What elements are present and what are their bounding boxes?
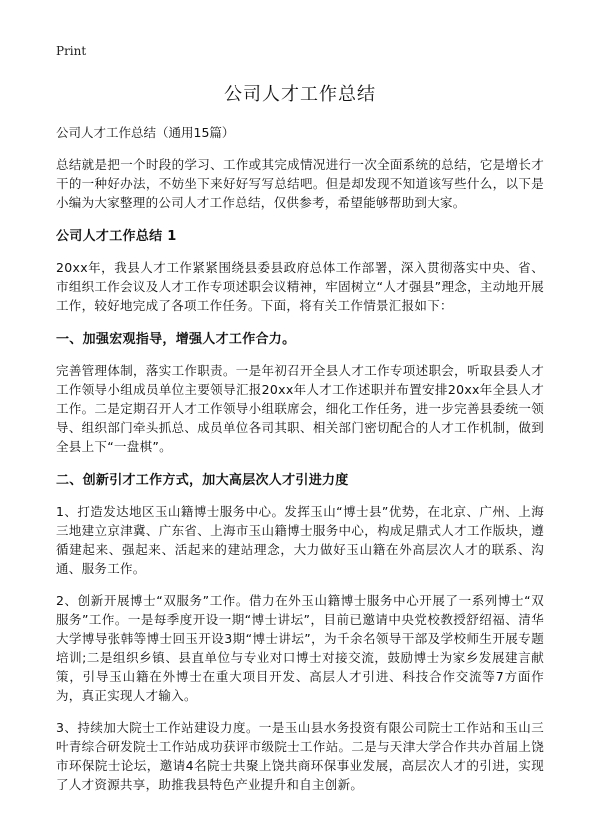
document-subtitle: 公司人才工作总结（通用15篇） — [56, 125, 235, 140]
item-two-paragraph: 2、创新开展博士“双服务”工作。借力在外玉山籍博士服务中心开展了一系列博士“双服务”工作。一是每季度开设一期“博士讲坛”，目前已邀请中央党校教授舒绍福、清华大学博导张韩等博士回玉开设3期“博士讲坛”，为千余名领导干部及学校师生开展专题培训;二是组织乡镇、县直单位与专业对口博士对接交流，鼓励博士为家乡发展建言献策，引导玉山籍在外博士在重大项目开发、高层人才引进、科技合作交流等7方面作为，真正实现人才输入。 — [56, 593, 544, 703]
page-title: 公司人才工作总结 — [224, 84, 376, 105]
print-link[interactable]: Print — [56, 44, 87, 58]
section-intro-paragraph: 20xx年，我县人才工作紧紧围绕县委县政府总体工作部署，深入贯彻落实中央、省、市组织工作会议及人才工作专项述职会议精神，牢固树立“人才强县”理念，主动地开展工作，较好地完成了各项工作任务。下面，将有关工作情景汇报如下： — [56, 260, 544, 313]
heading-two: 二、创新引才工作方式，加大高层次人才引进力度 — [56, 473, 349, 488]
section-title: 公司人才工作总结 1 — [56, 229, 177, 244]
item-three-paragraph: 3、持续加大院士工作站建设力度。一是玉山县水务投资有限公司院士工作站和玉山三叶青综合研发院士工作站成功获评市级院士工作站。二是与天津大学合作共办首届上饶市环保院士论坛，邀请4名院士共聚上饶共商环保事业发展，高层次人才的引进，实现了人才资源共享，助推我县特色产业提升和自主创新。 — [56, 720, 544, 792]
item-one-paragraph: 1、打造发达地区玉山籍博士服务中心。发挥玉山“博士县”优势，在北京、广州、上海三地建立京津冀、广东省、上海市玉山籍博士服务中心，构成足鼎式人才工作版块，遵循建起来、强起来、活起来的建站理念，大力做好玉山籍在外高层次人才的联系、沟通、服务工作。 — [56, 504, 544, 576]
paragraph-one: 完善管理体制，落实工作职责。一是年初召开全县人才工作专项述职会，听取县委人才工作领导小组成员单位主要领导汇报20xx年人才工作述职并布置安排20xx年全县人才工作。二是定期召开人才工作领导小组联席会，细化工作任务，进一步完善县委统一领导、组织部门牵头抓总、成员单位各司其职、相关部门密切配合的人才工作机制，做到全县上下“一盘棋”。 — [56, 363, 544, 454]
heading-one: 一、加强宏观指导，增强人才工作合力。 — [56, 332, 296, 347]
intro-paragraph: 总结就是把一个时段的学习、工作或其完成情况进行一次全面系统的总结，它是增长才干的一种好办法，不妨坐下来好好写写总结吧。但是却发现不知道该写些什么，以下是小编为大家整理的公司人才工作总结，仅供参考，希望能够帮助到大家。 — [56, 157, 544, 210]
